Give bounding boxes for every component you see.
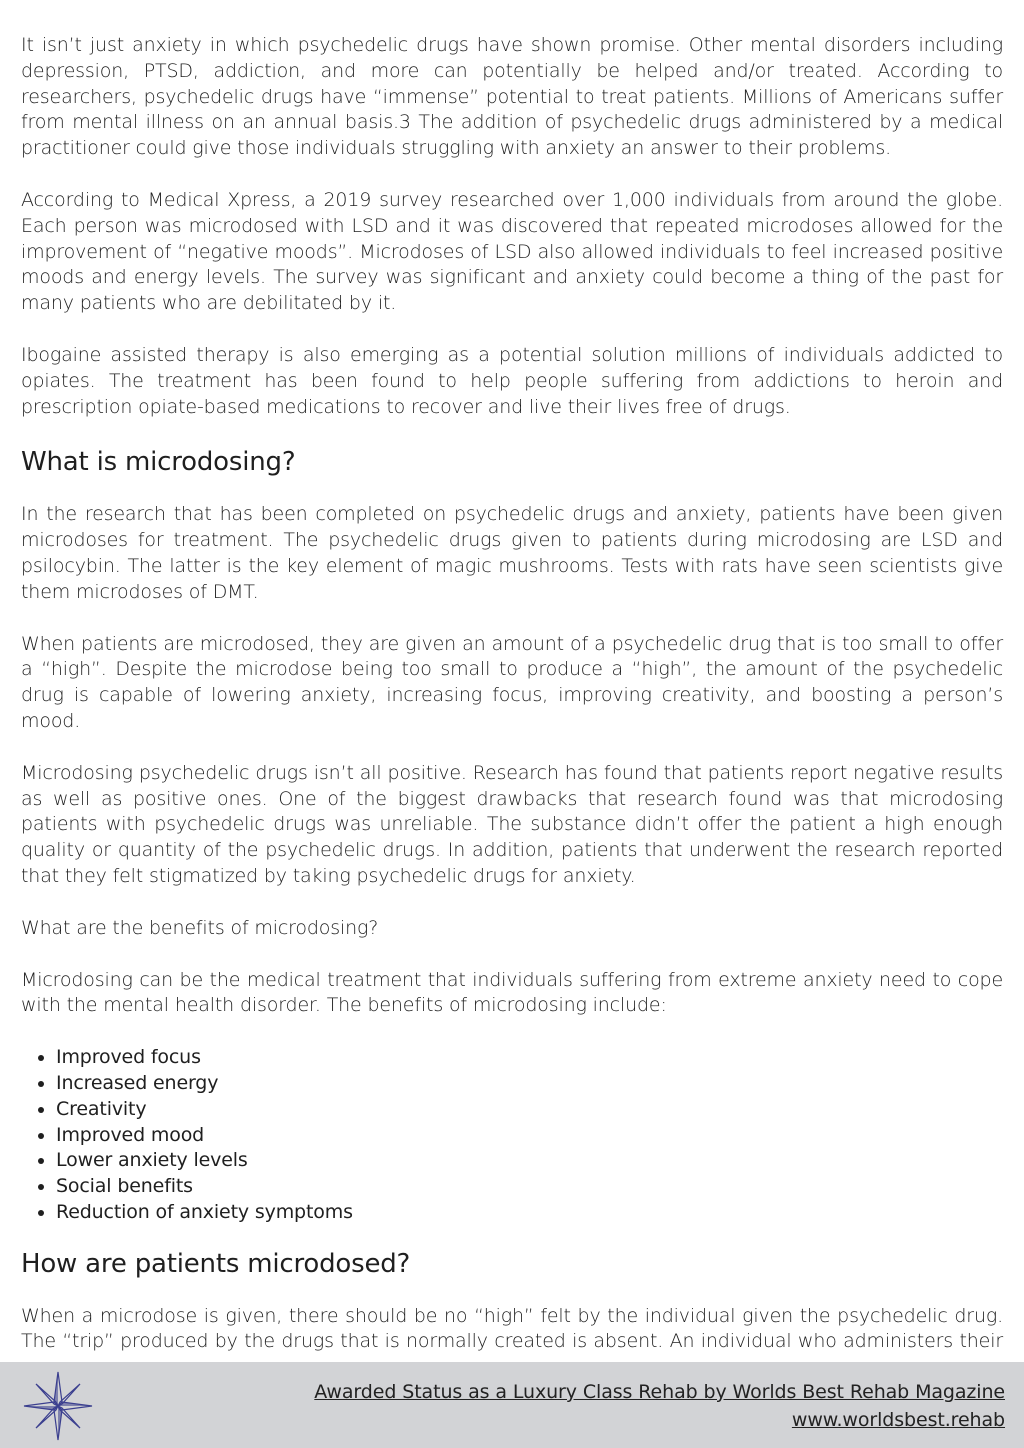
heading-what-is-microdosing: What is microdosing? bbox=[21, 447, 296, 478]
list-item: • Social benefits bbox=[56, 1174, 1003, 1200]
list-item: • Improved focus bbox=[56, 1045, 1003, 1071]
paragraph-intro: It isn’t just anxiety in which psychedelic drugs have shown promise. Other mental disorders including depression, PTSD, addiction, and more can potentially be helped and/or treated. According to researchers, psychedelic drugs have “immense” potential to treat patients. Millions of Americans suffer from mental illness on an annual basis.3 The addition of psychedelic drugs administered by a medical practitioner could give those individuals struggling with anxiety an answer to their problems. bbox=[21, 34, 1003, 160]
benefits-list bbox=[21, 1045, 1003, 1226]
list-item: • Increased energy bbox=[56, 1071, 1003, 1097]
list-item: • Reduction of anxiety symptoms bbox=[56, 1200, 1003, 1226]
paragraph-microdosed: When patients are microdosed, they are given an amount of a psychedelic drug that is too small to offer a “high”. Despite the microdose being too small to produce a “high”, the amount of the psychedelic drug is capable of lowering anxiety, increasing focus, improving creativity, and boosting a person’s mood. bbox=[21, 632, 1003, 732]
paragraph-benefits-question: What are the benefits of microdosing? bbox=[21, 916, 379, 939]
paragraph-benefits-intro: Microdosing can be the medical treatment that individuals suffering from extreme anxiety need to cope with the mental health disorder. The benefits of microdosing include: bbox=[21, 968, 1003, 1017]
paragraph-no-high: When a microdose is given, there should be no “high” felt by the individual given the psychedelic drug. The “trip” produced by the drugs that is normally created is absent. An individual who administers their bbox=[21, 1304, 1003, 1353]
page-footer bbox=[0, 1362, 1024, 1448]
paragraph-research: In the research that has been completed on psychedelic drugs and anxiety, patients have been given microdoses for treatment. The psychedelic drugs given to patients during microdosing are LSD and psilocybin. The latter is the key element of magic mushrooms. Tests with rats have seen scientists give them microdoses of DMT. bbox=[21, 503, 1003, 603]
list-item: • Improved mood bbox=[56, 1123, 1003, 1149]
paragraph-drawbacks: Microdosing psychedelic drugs isn’t all positive. Research has found that patients report negative results as well as positive ones. One of the biggest drawbacks that research found was that microdosing patients with psychedelic drugs was unreliable. The substance didn’t offer the patient a high enough quality or quantity of the psychedelic drugs. In addition, patients that underwent the research reported that they felt stigmatized by taking psychedelic drugs for anxiety. bbox=[21, 761, 1003, 887]
compass-star-icon bbox=[22, 1370, 94, 1442]
heading-how-microdosed: How are patients microdosed? bbox=[21, 1248, 411, 1279]
list-item: • Lower anxiety levels bbox=[56, 1148, 1003, 1174]
award-link[interactable]: Awarded Status as a Luxury Class Rehab by Worlds Best Rehab Magazine bbox=[314, 1381, 1005, 1403]
footer-links bbox=[314, 1378, 1005, 1434]
paragraph-medical-xpress: According to Medical Xpress, a 2019 survey researched over 1,000 individuals from around the globe. Each person was microdosed with LSD and it was discovered that repeated microdoses allowed for the improvement of “negative moods”. Microdoses of LSD also allowed individuals to feel increased positive moods and energy levels. The survey was significant and anxiety could become a thing of the past for many patients who are debilitated by it. bbox=[21, 188, 1003, 315]
article-content bbox=[21, 33, 1003, 1407]
paragraph-ibogaine: Ibogaine assisted therapy is also emerging as a potential solution millions of individuals addicted to opiates. The treatment has been found to help people suffering from addictions to heroin and prescription opiate-based medications to recover and live their lives free of drugs. bbox=[21, 343, 1003, 418]
website-link[interactable]: www.worldsbest.rehab bbox=[791, 1409, 1005, 1431]
list-item: • Creativity bbox=[56, 1097, 1003, 1123]
